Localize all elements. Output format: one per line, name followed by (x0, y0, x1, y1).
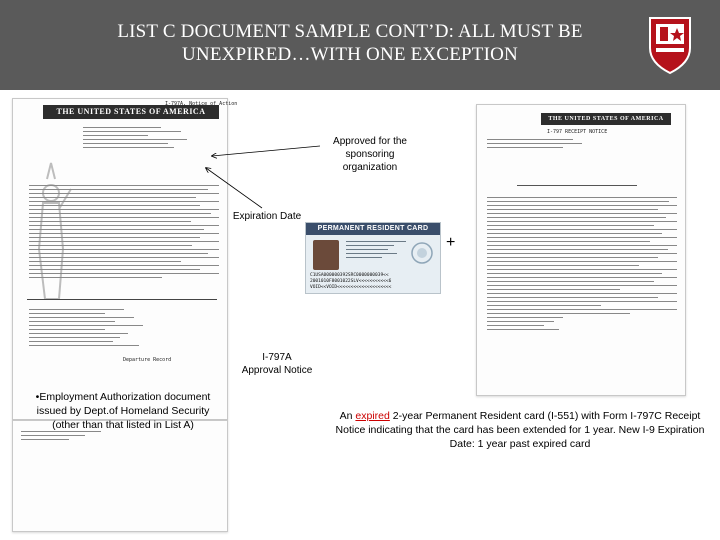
card-mrz-line-3: VOID<<VOID<<<<<<<<<<<<<<<<<<<< (310, 285, 392, 290)
left-doc-paragraph-lines (29, 185, 219, 281)
caption-ead-line-3: (other than that listed in List A) (52, 419, 194, 431)
card-mrz (310, 273, 438, 291)
right-doc-header-lines (487, 139, 677, 151)
slide-title-line-2: UNEXPIRED…WITH ONE EXCEPTION (182, 44, 518, 65)
permanent-resident-card (305, 222, 441, 294)
left-doc-departure-heading: Departure Record (123, 357, 172, 363)
left-doc-banner: THE UNITED STATES OF AMERICA (43, 105, 219, 119)
i797c-receipt-notice-scan (476, 104, 686, 396)
tear-line (27, 299, 217, 300)
plus-sign: + (446, 234, 456, 251)
caption-ead-line-1: •Employment Authorization document (35, 391, 211, 403)
left-doc-form-name: I-797A, Notice of Action (165, 101, 238, 107)
slide-title-line-1: LIST C DOCUMENT SAMPLE CONT’D: ALL MUST BE (117, 21, 583, 42)
left-doc-body-lines (83, 127, 213, 151)
annotation-i797a (232, 351, 322, 377)
caption-expired-word: expired (355, 410, 390, 422)
card-detail-lines (346, 241, 406, 261)
annotation-approved-line-1: Approved for the (333, 136, 407, 147)
slide-title (60, 20, 640, 66)
annotation-approved (318, 135, 422, 174)
annotation-approved-line-3: organization (342, 162, 398, 173)
university-shield-icon (646, 12, 694, 74)
right-doc-form-name: I-797 RECEIPT NOTICE (547, 129, 608, 135)
card-header: PERMANENT RESIDENT CARD (306, 223, 440, 235)
annotation-approved-line-2: sponsoring (345, 149, 395, 160)
title-bar (0, 0, 720, 90)
i797a-notice-scan (12, 98, 238, 420)
left-doc-lower-lines (21, 431, 101, 443)
caption-expired-prefix: An (339, 410, 356, 422)
annotation-i797a-line-1: I-797A (262, 352, 292, 363)
card-photo (313, 240, 339, 270)
left-doc-stub-lines (29, 309, 219, 349)
caption-ead-line-2: issued by Dept.of Homeland Security (36, 405, 210, 417)
caption-ead (18, 390, 228, 432)
right-doc-notice-line (517, 185, 637, 186)
arrow-approved (212, 146, 320, 156)
i797a-notice-scan-lower (12, 420, 228, 532)
caption-expired-rest: 2-year Permanent Resident card (I-551) with Form I-797C Receipt Notice indicating that the card has been extended for 1 year. New I-9 Expiration Date: 1 year past expired card (335, 410, 705, 450)
right-doc-body-lines (487, 197, 677, 333)
caption-expired-card (330, 409, 710, 451)
annotation-i797a-line-2: Approval Notice (241, 365, 313, 376)
card-hologram-icon (410, 241, 434, 265)
card-mrz-line-1: C1USA000000392SRC0000000039<< (310, 273, 389, 278)
right-doc-banner: THE UNITED STATES OF AMERICA (541, 113, 671, 125)
card-mrz-line-2: 2001010F8001022SLV<<<<<<<<<<<6 (310, 279, 392, 284)
annotation-expiration-date: Expiration Date (232, 211, 302, 222)
